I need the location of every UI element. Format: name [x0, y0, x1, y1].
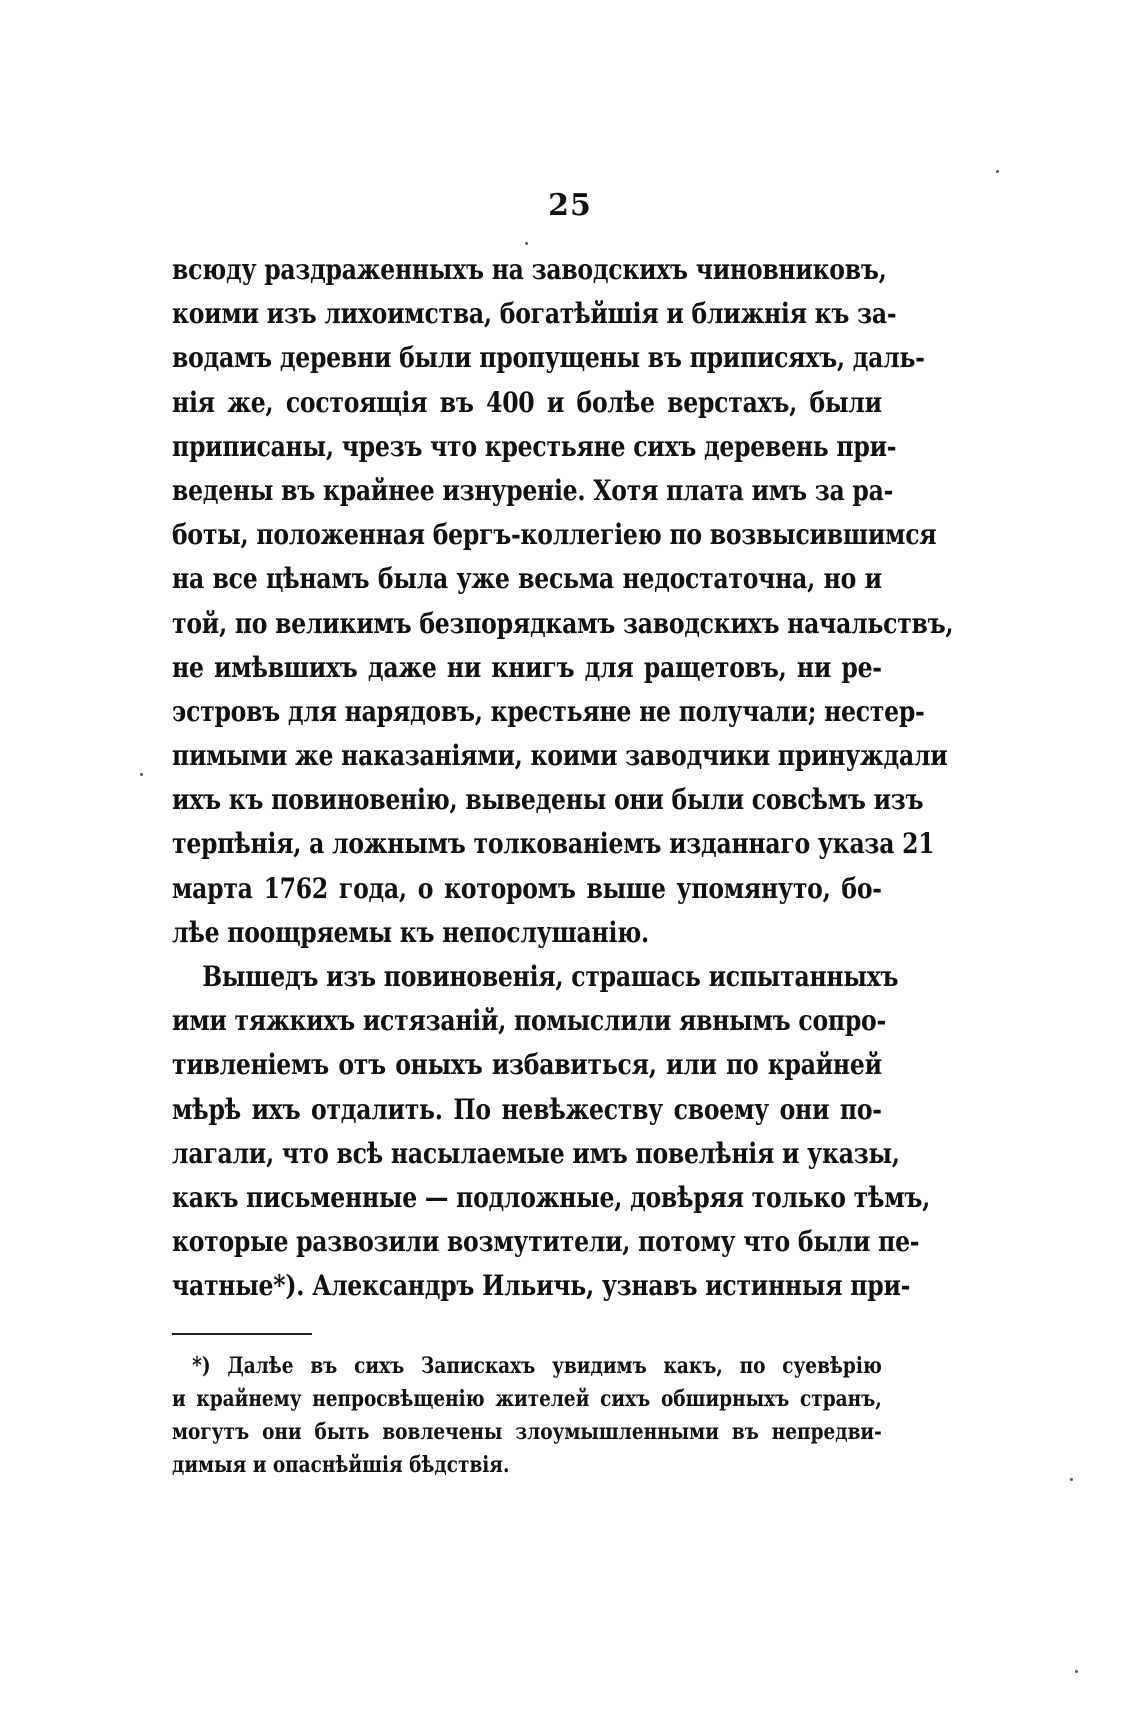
scan-speck	[1075, 1670, 1078, 1673]
text-line: ихъ къ повиновенію, выведены они были совсѣмъ изъ	[172, 783, 924, 817]
footnote	[172, 1350, 882, 1482]
text-line: лагали, что всѣ насылаемые имъ повелѣнія и указы,	[172, 1136, 900, 1170]
scan-speck	[1070, 1478, 1073, 1481]
scan-speck	[525, 242, 528, 245]
text-line: терпѣнія, а ложнымъ толкованіемъ изданнаго указа 21	[172, 827, 935, 861]
text-line: мѣрѣ ихъ отдалить. По невѣжеству своему они по-	[172, 1092, 882, 1126]
text-line: пимыми же наказаніями, коими заводчики принуждали	[172, 739, 948, 773]
footnote-line: и крайнему непросвѣщенію жителей сихъ обширныхъ странъ,	[172, 1386, 882, 1412]
page-number: 25	[548, 188, 592, 223]
text-line: чатные*). Александръ Ильичь, узнавъ истинныя при-	[172, 1269, 911, 1303]
body-text	[172, 248, 954, 1309]
footnote-line: димыя и опаснѣйшія бѣдствія.	[172, 1452, 510, 1478]
footnote-line: могутъ они быть вовлечены злоумышленными въ непредви-	[172, 1419, 882, 1445]
text-line: которые развозили возмутители, потому что были пе-	[172, 1225, 920, 1259]
text-line: нія же, состоящія въ 400 и болѣе верстахъ, были	[172, 385, 882, 419]
text-line: не имѣвшихъ даже ни книгъ для ращетовъ, ни ре-	[172, 650, 882, 684]
text-line: боты, положенная бергъ-коллегіею по возвысившимся	[172, 518, 937, 552]
text-line: ведены въ крайнее изнуреніе. Хотя плата имъ за ра-	[172, 473, 894, 507]
text-line: всюду раздраженныхъ на заводскихъ чиновниковъ,	[172, 253, 887, 286]
scan-speck	[996, 170, 999, 173]
text-line: эстровъ для нарядовъ, крестьяне не получали; нестер-	[172, 694, 925, 728]
text-line: коими изъ лихоимства, богатѣйшія и ближнія къ за-	[172, 297, 897, 331]
text-line: лѣе поощряемы къ непослушанію.	[172, 915, 649, 949]
text-line: приписаны, чрезъ что крестьяне сихъ деревень при-	[172, 429, 897, 463]
text-line: марта 1762 года, о которомъ выше упомянуто, бо-	[172, 871, 882, 905]
text-line: водамъ деревни были пропущены въ приписяхъ, даль-	[172, 341, 925, 375]
text-line: какъ письменные — подложные, довѣряя только тѣмъ,	[172, 1180, 931, 1214]
text-line: тивленіемъ отъ оныхъ избавиться, или по крайней	[172, 1048, 882, 1082]
footnote-divider	[172, 1333, 312, 1335]
footnote-line: *) Далѣе въ сихъ Запискахъ увидимъ какъ, по суевѣрію	[192, 1353, 882, 1379]
text-line: Вышедъ изъ повиновенія, страшась испытанныхъ	[202, 960, 899, 993]
text-line: на все цѣнамъ была уже весьма недостаточна, но и	[172, 562, 882, 596]
text-line: ими тяжкихъ истязаній, помыслили явнымъ сопро-	[172, 1004, 887, 1038]
scan-speck	[140, 773, 143, 776]
text-line: той, по великимъ безпорядкамъ заводскихъ начальствъ,	[172, 606, 954, 640]
